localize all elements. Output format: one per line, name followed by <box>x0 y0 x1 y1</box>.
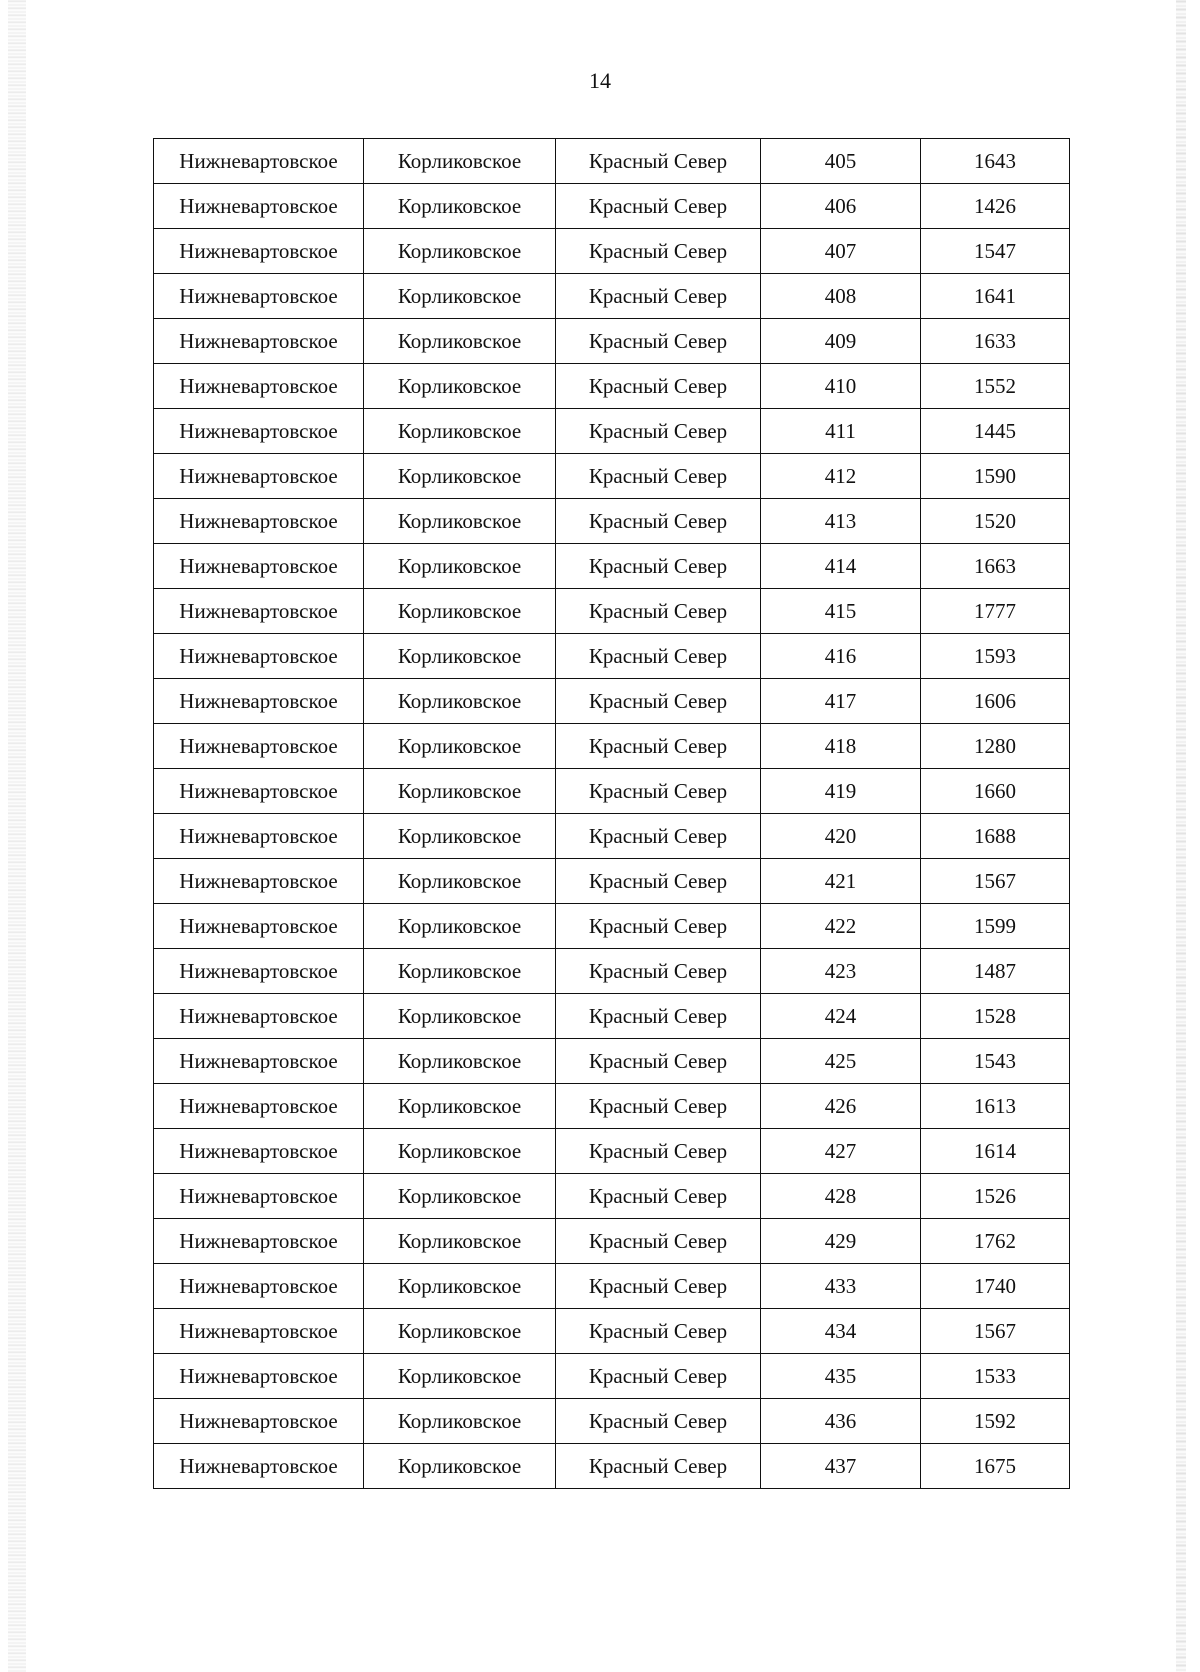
table-row <box>154 544 1070 589</box>
value-cell: 1641 <box>921 274 1070 319</box>
settlement-cell: Красный Север <box>556 184 761 229</box>
settlement-cell: Красный Север <box>556 634 761 679</box>
field-cell: Корликовское <box>364 1174 556 1219</box>
table-row <box>154 904 1070 949</box>
district-cell: Нижневартовское <box>154 274 364 319</box>
value-cell: 1777 <box>921 589 1070 634</box>
settlement-cell: Красный Север <box>556 904 761 949</box>
field-cell: Корликовское <box>364 499 556 544</box>
number-cell: 423 <box>761 949 921 994</box>
field-cell: Корликовское <box>364 1084 556 1129</box>
value-cell: 1487 <box>921 949 1070 994</box>
field-cell: Корликовское <box>364 1354 556 1399</box>
table-row <box>154 814 1070 859</box>
settlement-cell: Красный Север <box>556 454 761 499</box>
value-cell: 1660 <box>921 769 1070 814</box>
field-cell: Корликовское <box>364 1129 556 1174</box>
field-cell: Корликовское <box>364 454 556 499</box>
number-cell: 409 <box>761 319 921 364</box>
table-row <box>154 1444 1070 1489</box>
number-cell: 436 <box>761 1399 921 1444</box>
number-cell: 421 <box>761 859 921 904</box>
table-row <box>154 229 1070 274</box>
field-cell: Корликовское <box>364 769 556 814</box>
value-cell: 1533 <box>921 1354 1070 1399</box>
settlement-cell: Красный Север <box>556 1129 761 1174</box>
number-cell: 434 <box>761 1309 921 1354</box>
settlement-cell: Красный Север <box>556 1219 761 1264</box>
number-cell: 413 <box>761 499 921 544</box>
district-cell: Нижневартовское <box>154 364 364 409</box>
district-cell: Нижневартовское <box>154 1354 364 1399</box>
number-cell: 424 <box>761 994 921 1039</box>
district-cell: Нижневартовское <box>154 994 364 1039</box>
settlement-cell: Красный Север <box>556 1399 761 1444</box>
number-cell: 435 <box>761 1354 921 1399</box>
district-cell: Нижневартовское <box>154 1174 364 1219</box>
value-cell: 1606 <box>921 679 1070 724</box>
district-cell: Нижневартовское <box>154 904 364 949</box>
field-cell: Корликовское <box>364 1219 556 1264</box>
value-cell: 1663 <box>921 544 1070 589</box>
district-cell: Нижневартовское <box>154 859 364 904</box>
field-cell: Корликовское <box>364 1399 556 1444</box>
settlement-cell: Красный Север <box>556 274 761 319</box>
table-row <box>154 1129 1070 1174</box>
district-cell: Нижневартовское <box>154 1084 364 1129</box>
settlement-cell: Красный Север <box>556 589 761 634</box>
field-cell: Корликовское <box>364 724 556 769</box>
field-cell: Корликовское <box>364 184 556 229</box>
field-cell: Корликовское <box>364 274 556 319</box>
value-cell: 1614 <box>921 1129 1070 1174</box>
number-cell: 414 <box>761 544 921 589</box>
district-cell: Нижневартовское <box>154 949 364 994</box>
district-cell: Нижневартовское <box>154 544 364 589</box>
number-cell: 408 <box>761 274 921 319</box>
table-row <box>154 994 1070 1039</box>
value-cell: 1543 <box>921 1039 1070 1084</box>
value-cell: 1643 <box>921 139 1070 184</box>
value-cell: 1592 <box>921 1399 1070 1444</box>
district-cell: Нижневартовское <box>154 229 364 274</box>
value-cell: 1593 <box>921 634 1070 679</box>
district-cell: Нижневартовское <box>154 1129 364 1174</box>
field-cell: Корликовское <box>364 409 556 454</box>
table-row <box>154 319 1070 364</box>
value-cell: 1599 <box>921 904 1070 949</box>
district-cell: Нижневартовское <box>154 1264 364 1309</box>
number-cell: 428 <box>761 1174 921 1219</box>
field-cell: Корликовское <box>364 679 556 724</box>
table-row <box>154 679 1070 724</box>
number-cell: 406 <box>761 184 921 229</box>
table-row <box>154 454 1070 499</box>
table-row <box>154 859 1070 904</box>
number-cell: 422 <box>761 904 921 949</box>
district-cell: Нижневартовское <box>154 1219 364 1264</box>
table-row <box>154 409 1070 454</box>
table-row <box>154 184 1070 229</box>
settlement-cell: Красный Север <box>556 319 761 364</box>
settlement-cell: Красный Север <box>556 364 761 409</box>
district-cell: Нижневартовское <box>154 1444 364 1489</box>
settlement-cell: Красный Север <box>556 679 761 724</box>
settlement-cell: Красный Север <box>556 1444 761 1489</box>
field-cell: Корликовское <box>364 1264 556 1309</box>
field-cell: Корликовское <box>364 1444 556 1489</box>
value-cell: 1740 <box>921 1264 1070 1309</box>
value-cell: 1633 <box>921 319 1070 364</box>
field-cell: Корликовское <box>364 1309 556 1354</box>
number-cell: 433 <box>761 1264 921 1309</box>
data-table <box>153 138 1070 1489</box>
district-cell: Нижневартовское <box>154 679 364 724</box>
district-cell: Нижневартовское <box>154 499 364 544</box>
table-body <box>154 139 1070 1489</box>
settlement-cell: Красный Север <box>556 544 761 589</box>
settlement-cell: Красный Север <box>556 1174 761 1219</box>
number-cell: 437 <box>761 1444 921 1489</box>
field-cell: Корликовское <box>364 139 556 184</box>
field-cell: Корликовское <box>364 994 556 1039</box>
value-cell: 1613 <box>921 1084 1070 1129</box>
number-cell: 429 <box>761 1219 921 1264</box>
table-row <box>154 724 1070 769</box>
table-row <box>154 1039 1070 1084</box>
value-cell: 1280 <box>921 724 1070 769</box>
number-cell: 416 <box>761 634 921 679</box>
number-cell: 420 <box>761 814 921 859</box>
table-row <box>154 1354 1070 1399</box>
table-row <box>154 949 1070 994</box>
scan-edge-left <box>8 0 26 1672</box>
scan-edge-right <box>1176 0 1186 1672</box>
district-cell: Нижневартовское <box>154 814 364 859</box>
table-row <box>154 1309 1070 1354</box>
table-row <box>154 499 1070 544</box>
settlement-cell: Красный Север <box>556 1264 761 1309</box>
district-cell: Нижневартовское <box>154 1309 364 1354</box>
field-cell: Корликовское <box>364 949 556 994</box>
value-cell: 1762 <box>921 1219 1070 1264</box>
district-cell: Нижневартовское <box>154 1039 364 1084</box>
number-cell: 405 <box>761 139 921 184</box>
district-cell: Нижневартовское <box>154 724 364 769</box>
value-cell: 1520 <box>921 499 1070 544</box>
district-cell: Нижневартовское <box>154 634 364 679</box>
value-cell: 1426 <box>921 184 1070 229</box>
field-cell: Корликовское <box>364 364 556 409</box>
value-cell: 1445 <box>921 409 1070 454</box>
district-cell: Нижневартовское <box>154 454 364 499</box>
settlement-cell: Красный Север <box>556 139 761 184</box>
value-cell: 1688 <box>921 814 1070 859</box>
number-cell: 418 <box>761 724 921 769</box>
settlement-cell: Красный Север <box>556 1039 761 1084</box>
settlement-cell: Красный Север <box>556 769 761 814</box>
settlement-cell: Красный Север <box>556 814 761 859</box>
district-cell: Нижневартовское <box>154 139 364 184</box>
field-cell: Корликовское <box>364 814 556 859</box>
settlement-cell: Красный Север <box>556 229 761 274</box>
table-row <box>154 589 1070 634</box>
field-cell: Корликовское <box>364 544 556 589</box>
value-cell: 1567 <box>921 859 1070 904</box>
value-cell: 1552 <box>921 364 1070 409</box>
district-cell: Нижневартовское <box>154 409 364 454</box>
value-cell: 1567 <box>921 1309 1070 1354</box>
table-row <box>154 364 1070 409</box>
settlement-cell: Красный Север <box>556 724 761 769</box>
table-row <box>154 1264 1070 1309</box>
value-cell: 1547 <box>921 229 1070 274</box>
field-cell: Корликовское <box>364 1039 556 1084</box>
table-row <box>154 1399 1070 1444</box>
settlement-cell: Красный Север <box>556 1354 761 1399</box>
table-row <box>154 1219 1070 1264</box>
table-row <box>154 1174 1070 1219</box>
number-cell: 427 <box>761 1129 921 1174</box>
field-cell: Корликовское <box>364 634 556 679</box>
field-cell: Корликовское <box>364 319 556 364</box>
number-cell: 410 <box>761 364 921 409</box>
number-cell: 417 <box>761 679 921 724</box>
value-cell: 1590 <box>921 454 1070 499</box>
settlement-cell: Красный Север <box>556 499 761 544</box>
settlement-cell: Красный Север <box>556 1309 761 1354</box>
number-cell: 425 <box>761 1039 921 1084</box>
number-cell: 426 <box>761 1084 921 1129</box>
district-cell: Нижневартовское <box>154 769 364 814</box>
table-row <box>154 139 1070 184</box>
district-cell: Нижневартовское <box>154 1399 364 1444</box>
field-cell: Корликовское <box>364 859 556 904</box>
table-row <box>154 634 1070 679</box>
table-row <box>154 1084 1070 1129</box>
number-cell: 419 <box>761 769 921 814</box>
settlement-cell: Красный Север <box>556 994 761 1039</box>
settlement-cell: Красный Север <box>556 949 761 994</box>
value-cell: 1526 <box>921 1174 1070 1219</box>
number-cell: 415 <box>761 589 921 634</box>
settlement-cell: Красный Север <box>556 409 761 454</box>
page-number: 14 <box>589 68 611 93</box>
settlement-cell: Красный Север <box>556 1084 761 1129</box>
district-cell: Нижневартовское <box>154 319 364 364</box>
district-cell: Нижневартовское <box>154 184 364 229</box>
settlement-cell: Красный Север <box>556 859 761 904</box>
field-cell: Корликовское <box>364 229 556 274</box>
number-cell: 411 <box>761 409 921 454</box>
number-cell: 407 <box>761 229 921 274</box>
district-cell: Нижневартовское <box>154 589 364 634</box>
value-cell: 1528 <box>921 994 1070 1039</box>
field-cell: Корликовское <box>364 904 556 949</box>
value-cell: 1675 <box>921 1444 1070 1489</box>
table-row <box>154 274 1070 319</box>
number-cell: 412 <box>761 454 921 499</box>
table-row <box>154 769 1070 814</box>
field-cell: Корликовское <box>364 589 556 634</box>
